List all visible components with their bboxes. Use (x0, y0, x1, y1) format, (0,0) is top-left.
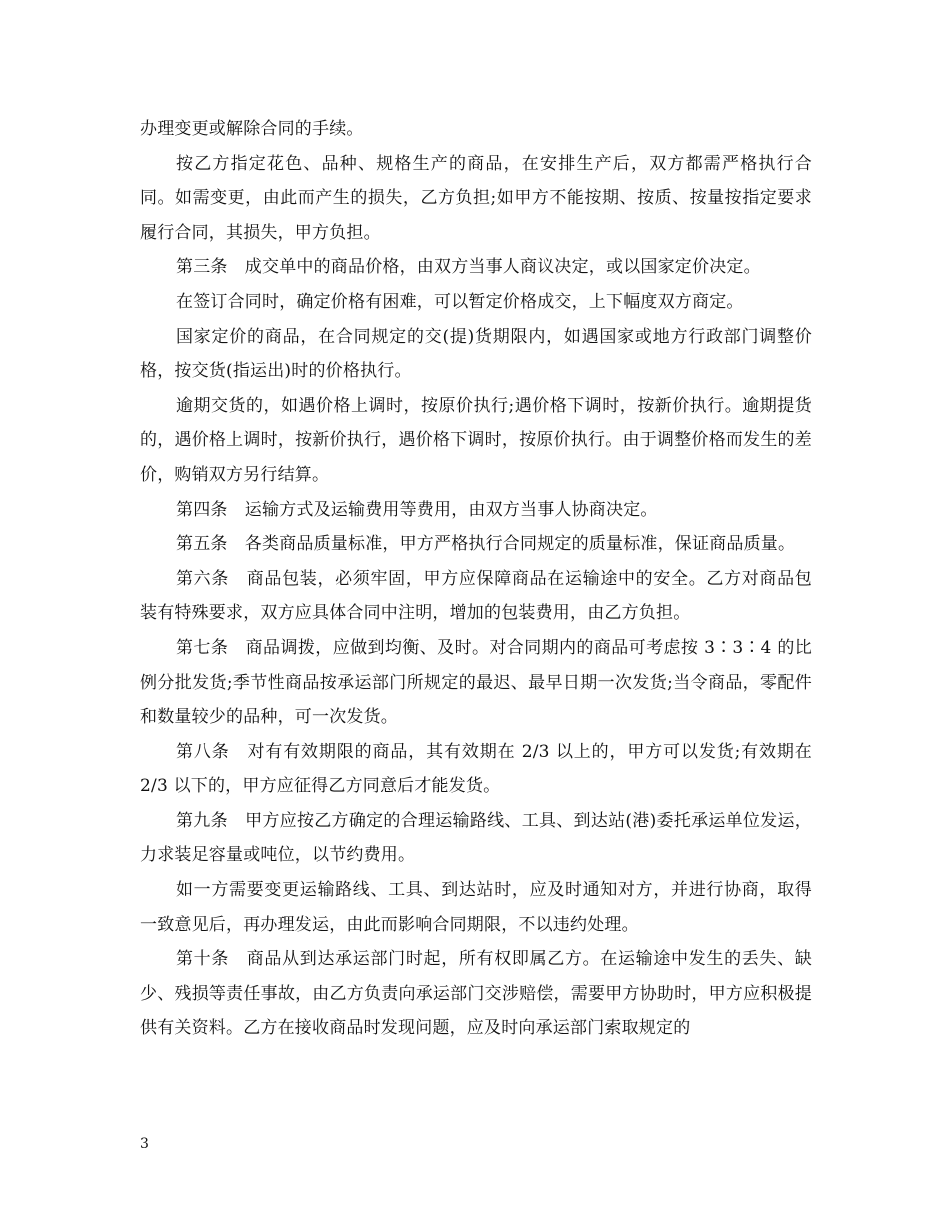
paragraph: 第九条 甲方应按乙方确定的合理运输路线、工具、到达站(港)委托承运单位发运，力求装足容量或吨位，以节约费用。 (140, 810, 812, 866)
document-body (140, 112, 812, 1046)
paragraph: 如一方需要变更运输路线、工具、到达站时，应及时通知对方，并进行协商，取得一致意见后，再办理发运，由此而影响合同期限，不以违约处理。 (140, 880, 812, 935)
paragraph: 在签订合同时，确定价格有困难，可以暂定价格成交，上下幅度双方商定。 (176, 291, 744, 312)
paragraph: 国家定价的商品，在合同规定的交(提)货期限内，如遇国家或地方行政部门调整价格，按交货(指运出)时的价格执行。 (140, 326, 812, 382)
paragraph: 第七条 商品调拨，应做到均衡、及时。对合同期内的商品可考虑按 3∶3∶4 的比例分批发货;季节性商品按承运部门所规定的最迟、最早日期一次发货;当令商品，零配件和数量较少的品种，可一次发货。 (140, 637, 812, 728)
paragraph: 按乙方指定花色、品种、规格生产的商品，在安排生产后，双方都需严格执行合同。如需变更，由此而产生的损失，乙方负担;如甲方不能按期、按质、按量按指定要求履行合同，其损失，甲方负担。 (140, 153, 812, 243)
paragraph: 办理变更或解除合同的手续。 (140, 119, 364, 139)
page-number: 3 (140, 1136, 149, 1152)
paragraph: 第四条 运输方式及运输费用等费用，由双方当事人协商决定。 (176, 499, 658, 520)
paragraph: 第十条 商品从到达承运部门时起，所有权即属乙方。在运输途中发生的丢失、缺少、残损等责任事故，由乙方负责向承运部门交涉赔偿，需要甲方协助时，甲方应积极提供有关资料。乙方在接收商品时发现问题，应及时向承运部门索取规定的 (140, 949, 812, 1039)
paragraph: 第八条 对有有效期限的商品，其有效期在 2/3 以上的，甲方可以发货;有效期在 2/3 以下的，甲方应征得乙方同意后才能发货。 (140, 741, 812, 797)
paragraph: 第三条 成交单中的商品价格，由双方当事人商议决定，或以国家定价决定。 (176, 257, 761, 278)
paragraph: 逾期交货的，如遇价格上调时，按原价执行;遇价格下调时，按新价执行。逾期提货的，遇价格上调时，按新价执行，遇价格下调时，按原价执行。由于调整价格而发生的差价，购销双方另行结算。 (140, 395, 812, 485)
paragraph: 第六条 商品包装，必须牢固，甲方应保障商品在运输途中的安全。乙方对商品包装有特殊要求，双方应具体合同中注明，增加的包装费用，由乙方负担。 (140, 568, 812, 624)
paragraph: 第五条 各类商品质量标准，甲方严格执行合同规定的质量标准，保证商品质量。 (176, 534, 796, 555)
